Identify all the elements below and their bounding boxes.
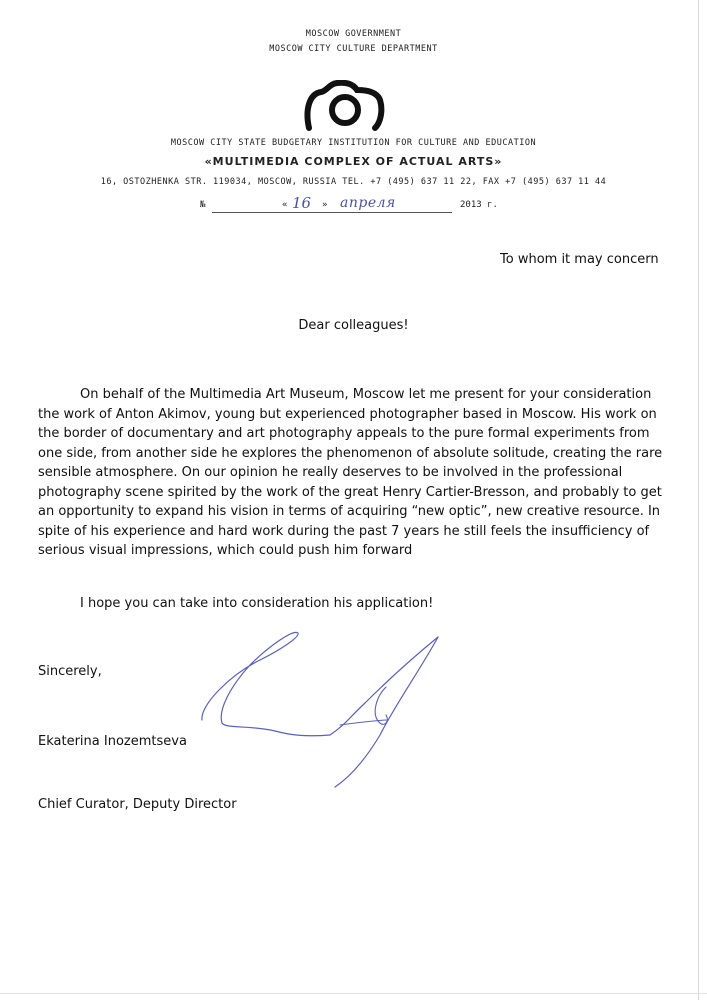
addressee: To whom it may concern — [500, 252, 659, 267]
number-underline — [212, 212, 452, 213]
camera-logo-icon — [303, 80, 385, 132]
quote-open: « — [282, 200, 288, 210]
document-number-line — [200, 194, 500, 218]
government-header: MOSCOW GOVERNMENT — [305, 29, 402, 39]
quote-close: » — [322, 200, 328, 210]
signer-name: Ekaterina Inozemtseva — [38, 734, 187, 749]
address-line: 16, OSTOZHENKA STR. 119034, MOSCOW, RUSSIA TEL. +7 (495) 637 11 22, FAX +7 (495) 637 11 44 — [100, 177, 607, 187]
salutation: Dear colleagues! — [298, 318, 409, 333]
handwritten-signature — [190, 625, 450, 790]
department-header: MOSCOW CITY CULTURE DEPARTMENT — [269, 44, 438, 54]
handwritten-day: 16 — [292, 194, 312, 212]
signer-title: Chief Curator, Deputy Director — [38, 797, 237, 812]
complex-name: «MULTIMEDIA COMPLEX OF ACTUAL ARTS» — [204, 155, 503, 168]
institution-name: MOSCOW CITY STATE BUDGETARY INSTITUTION FOR CULTURE AND EDUCATION — [170, 138, 537, 148]
letter-body-paragraph — [38, 385, 663, 561]
year-label: 2013 г. — [460, 200, 498, 210]
closing: Sincerely, — [38, 664, 102, 679]
handwritten-month: апреля — [340, 195, 396, 211]
page-edge-right — [698, 0, 699, 1000]
page-edge-bottom — [0, 993, 707, 994]
number-sign: № — [200, 200, 206, 210]
hope-sentence: I hope you can take into consideration his application! — [80, 596, 434, 611]
letter-body-text: On behalf of the Multimedia Art Museum, Moscow let me present for your consideration the work of Anton Akimov, young but experienced photographer based in Moscow. His work on the border of documentary and art photography appeals to the pure formal experiments from one side, from another side he explores the phenomenon of absolute solitude, creating the rare sensible atmosphere. On our opinion he really deserves to be involved in the professional photography scene spirited by the work of the great Henry Cartier-Bresson, and probably to get an opportunity to expand his vision in terms of acquiring “new optic”, new creative resource. In spite of his experience and hard work during the past 7 years he still feels the insufficiency of serious visual impressions, which could push him forward — [38, 387, 663, 558]
